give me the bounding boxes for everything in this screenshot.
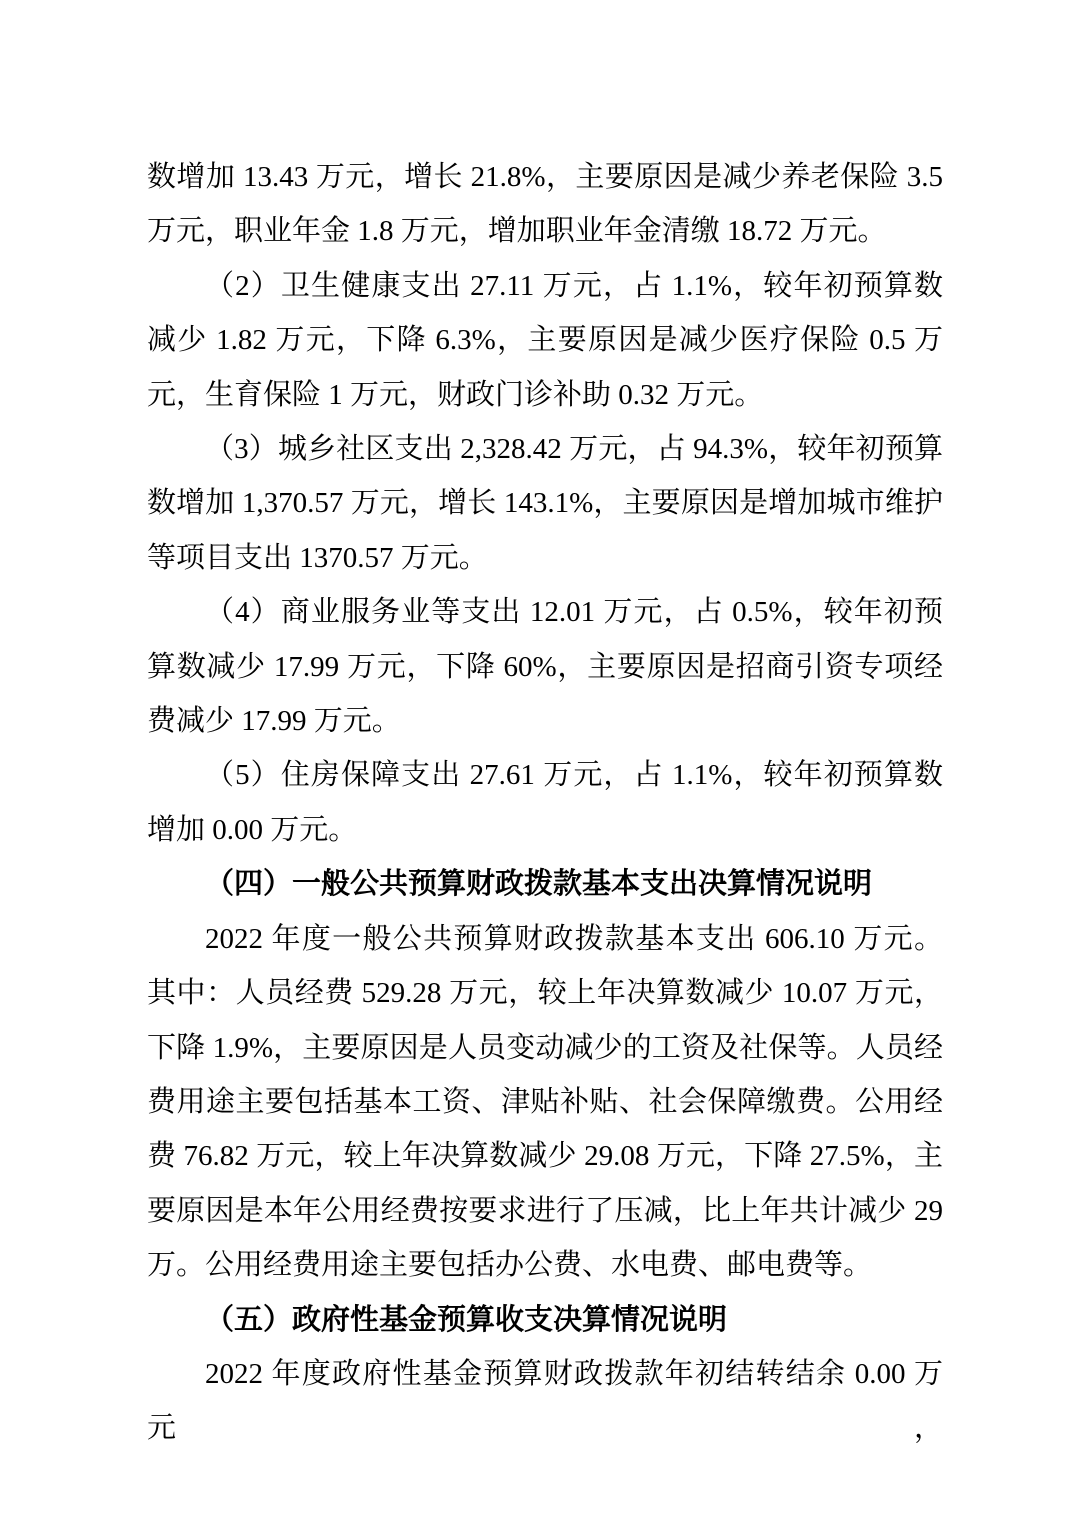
paragraph-urban-rural-expenditure: （3）城乡社区支出 2,328.42 万元，占 94.3%，较年初预算数增加 1,370.57 万元，增长 143.1%，主要原因是增加城市维护等项目支出 1370.57 万元。 [147,433,943,574]
paragraph-health-expenditure: （2）卫生健康支出 27.11 万元，占 1.1%，较年初预算数减少 1.82 万元，下降 6.3%，主要原因是减少医疗保险 0.5 万元，生育保险 1 万元，财政门诊补助 0.32 万元。 [147,269,943,411]
paragraph-commercial-services-expenditure: （4）商业服务业等支出 12.01 万元，占 0.5%，较年初预算数减少 17.99 万元，下降 60%，主要原因是招商引资专项经费减少 17.99 万元。 [147,596,943,738]
section-heading-government-fund: （五）政府性基金预算收支决算情况说明 [205,1303,728,1336]
paragraph-housing-expenditure: （5）住房保障支出 27.61 万元，占 1.1%，较年初预算数增加 0.00 万元。 [147,759,943,846]
paragraph-pension-continuation: 数增加 13.43 万元，增长 21.8%，主要原因是减少养老保险 3.5 万元，职业年金 1.8 万元，增加职业年金清缴 18.72 万元。 [147,161,943,248]
paragraph-basic-expenditure: 2022 年度一般公共预算财政拨款基本支出 606.10 万元。其中：人员经费 529.28 万元，较上年决算数减少 10.07 万元，下降 1.9%，主要原因是人员变动减少的工资及社保等。人员经费用途主要包括基本工资、津贴补贴、社会保障缴费。公用经费 76.82 万元，较上年决算数减少 29.08 万元，下降 27.5%，主要原因是本年公用经费按要求进行了压减，比上年共计减少 29 万。公用经费用途主要包括办公费、水电费、邮电费等。 [147,922,943,1282]
document-page [147,150,943,1456]
section-heading-basic-expenditure: （四）一般公共预算财政拨款基本支出决算情况说明 [205,868,873,901]
paragraph-government-fund: 2022 年度政府性基金预算财政拨款年初结转结余 0.00 万元， [147,1357,943,1445]
